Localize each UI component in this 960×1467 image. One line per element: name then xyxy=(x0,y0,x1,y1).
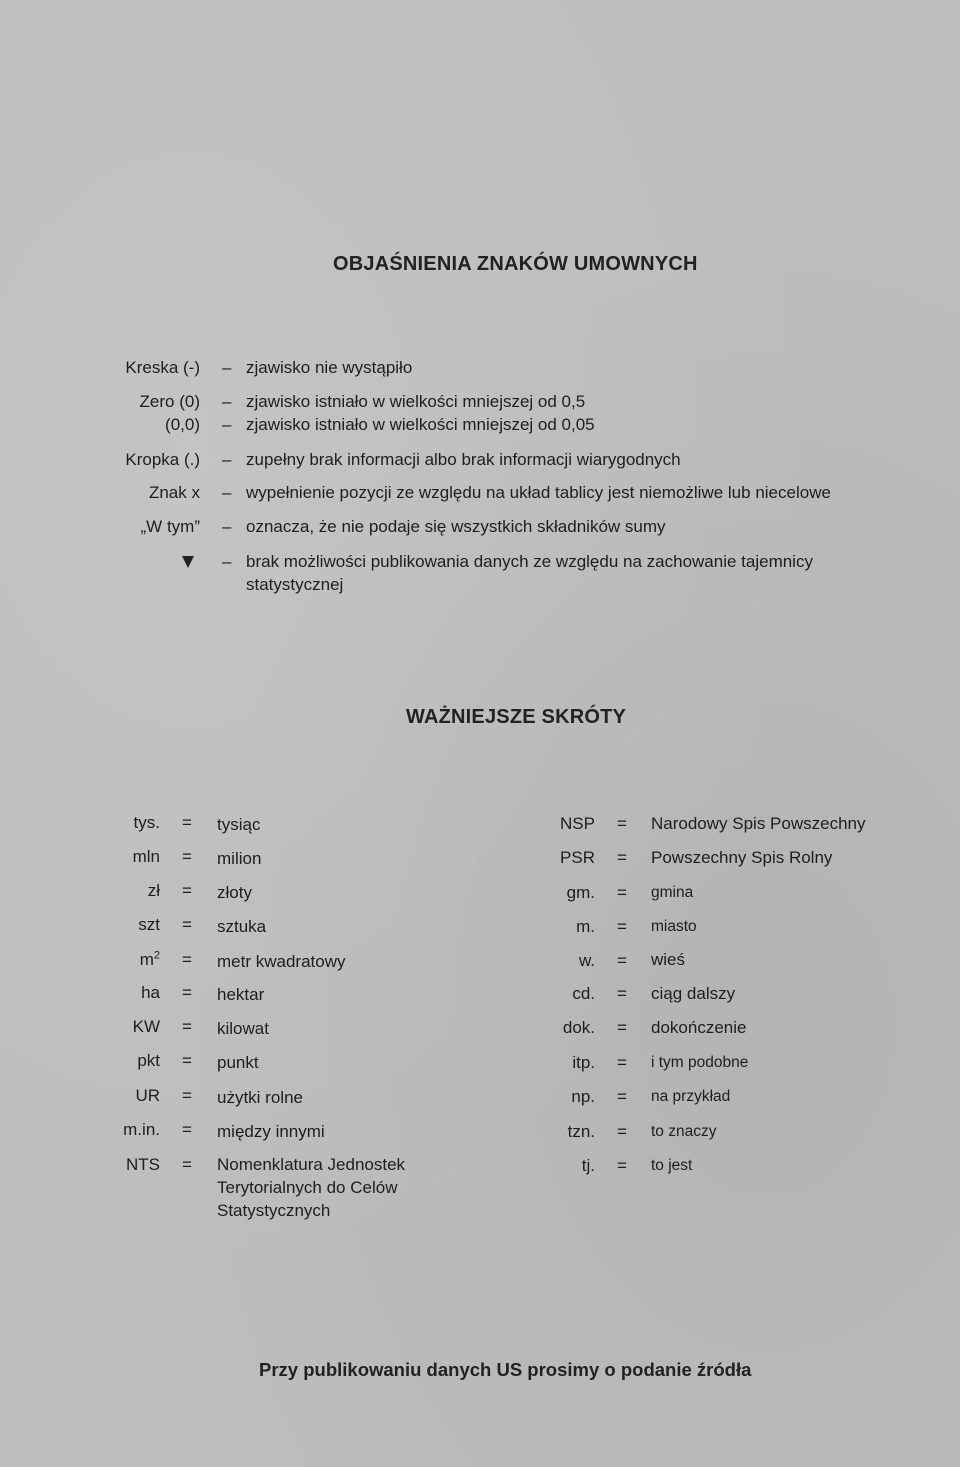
abbr-meaning: użytki rolne xyxy=(217,1088,303,1107)
abbr-meaning: między innymi xyxy=(217,1122,325,1141)
equals-sign: = xyxy=(182,881,192,900)
abbreviations-title: WAŻNIEJSZE SKRÓTY xyxy=(406,706,627,728)
abbr-superscript: 2 xyxy=(153,949,160,962)
abbr-meaning: sztuka xyxy=(217,917,267,936)
abbr-meaning: na przykład xyxy=(651,1088,731,1105)
abbr-meaning: to znaczy xyxy=(651,1123,717,1140)
abbr-meaning: Narodowy Spis Powszechny xyxy=(651,814,866,833)
abbr-code: gm. xyxy=(566,883,595,902)
equals-sign: = xyxy=(617,1122,627,1141)
abbr-meaning: milion xyxy=(217,849,262,868)
abbr-code: NTS xyxy=(126,1155,160,1174)
abbr-code: tys. xyxy=(133,813,160,832)
abbr-code: mln xyxy=(132,847,160,866)
abbr-code: szt xyxy=(138,915,160,934)
equals-sign: = xyxy=(182,1155,192,1174)
equals-sign: = xyxy=(182,813,192,832)
abbr-meaning: złoty xyxy=(217,883,252,902)
abbr-code: UR xyxy=(135,1086,160,1105)
equals-sign: = xyxy=(617,1087,627,1106)
symbol-description: brak możliwości publikowania danych ze względu na zachowanie tajemnicy statystycznej xyxy=(246,552,813,594)
equals-sign: = xyxy=(182,915,192,934)
abbr-code: w. xyxy=(578,951,595,970)
dash-separator: – xyxy=(222,358,232,377)
abbr-code: ha xyxy=(141,983,160,1002)
equals-sign: = xyxy=(182,950,192,969)
abbr-meaning: ciąg dalszy xyxy=(651,984,736,1003)
abbr-meaning: miasto xyxy=(651,918,697,935)
symbol-description: zjawisko istniało w wielkości mniejszej od 0,05 xyxy=(246,415,595,434)
abbr-meaning: i tym podobne xyxy=(651,1054,749,1071)
abbr-meaning: tysiąc xyxy=(217,815,261,834)
abbr-code: NSP xyxy=(560,814,595,833)
equals-sign: = xyxy=(617,1018,627,1037)
abbr-code: cd. xyxy=(572,984,595,1003)
abbr-code: PSR xyxy=(560,848,595,867)
equals-sign: = xyxy=(617,951,627,970)
abbr-code: pkt xyxy=(137,1051,160,1070)
equals-sign: = xyxy=(617,1053,627,1072)
abbr-code: tzn. xyxy=(567,1122,595,1141)
abbr-meaning: kilowat xyxy=(217,1019,269,1038)
symbol-label-zero-decimal: (0,0) xyxy=(165,415,200,434)
abbr-meaning: hektar xyxy=(217,985,265,1004)
symbol-label-zero: Zero (0) xyxy=(139,392,200,411)
equals-sign: = xyxy=(182,1086,192,1105)
equals-sign: = xyxy=(182,1051,192,1070)
abbr-code xyxy=(70,950,160,970)
dash-separator: – xyxy=(222,483,232,502)
abbr-code: m. xyxy=(576,917,595,936)
abbr-code: tj. xyxy=(581,1156,595,1175)
equals-sign: = xyxy=(617,814,627,833)
abbr-code: itp. xyxy=(572,1053,595,1072)
equals-sign: = xyxy=(617,984,627,1003)
abbr-base: m xyxy=(139,950,154,969)
abbr-meaning: gmina xyxy=(651,884,694,901)
symbol-description: zjawisko nie wystąpiło xyxy=(246,358,413,377)
symbol-description: oznacza, że nie podaje się wszystkich składników sumy xyxy=(246,517,666,536)
symbol-description: zupełny brak informacji albo brak informacji wiarygodnych xyxy=(246,450,681,469)
equals-sign: = xyxy=(617,917,627,936)
equals-sign: = xyxy=(182,1120,192,1139)
abbr-meaning: metr kwadratowy xyxy=(217,952,346,971)
abbr-meaning: wieś xyxy=(651,950,686,969)
abbr-meaning: dokończenie xyxy=(651,1018,747,1037)
dash-separator: – xyxy=(222,552,232,571)
symbol-label-w-tym: „W tym” xyxy=(140,517,200,536)
symbol-description: zjawisko istniało w wielkości mniejszej od 0,5 xyxy=(246,392,586,411)
symbol-label-dot: Kropka (.) xyxy=(125,450,200,469)
equals-sign: = xyxy=(182,1017,192,1036)
confidentiality-triangle-icon xyxy=(182,556,194,568)
source-citation-note: Przy publikowaniu danych US prosimy o podanie źródła xyxy=(259,1359,752,1380)
abbr-code: np. xyxy=(571,1087,595,1106)
abbr-meaning: to jest xyxy=(651,1157,693,1174)
equals-sign: = xyxy=(617,848,627,867)
symbol-description: wypełnienie pozycji ze względu na układ tablicy jest niemożliwe lub niecelowe xyxy=(246,483,831,502)
equals-sign: = xyxy=(182,983,192,1002)
page-title: OBJAŚNIENIA ZNAKÓW UMOWNYCH xyxy=(333,253,698,275)
abbr-code: m.in. xyxy=(123,1120,160,1139)
abbr-code: zł xyxy=(147,881,160,900)
abbr-meaning: Powszechny Spis Rolny xyxy=(651,848,833,867)
symbol-label-x: Znak x xyxy=(148,483,200,502)
dash-separator: – xyxy=(222,392,232,411)
equals-sign: = xyxy=(617,1156,627,1175)
abbr-meaning: Nomenklatura Jednostek Terytorialnych do Celów Statystycznych xyxy=(217,1155,406,1220)
abbr-meaning: punkt xyxy=(217,1053,259,1072)
symbol-label-dash: Kreska (-) xyxy=(125,358,200,377)
equals-sign: = xyxy=(182,847,192,866)
equals-sign: = xyxy=(617,883,627,902)
abbr-code: dok. xyxy=(562,1018,595,1037)
dash-separator: – xyxy=(222,450,232,469)
dash-separator: – xyxy=(222,415,232,434)
abbr-code: KW xyxy=(132,1017,160,1036)
dash-separator: – xyxy=(222,517,232,536)
